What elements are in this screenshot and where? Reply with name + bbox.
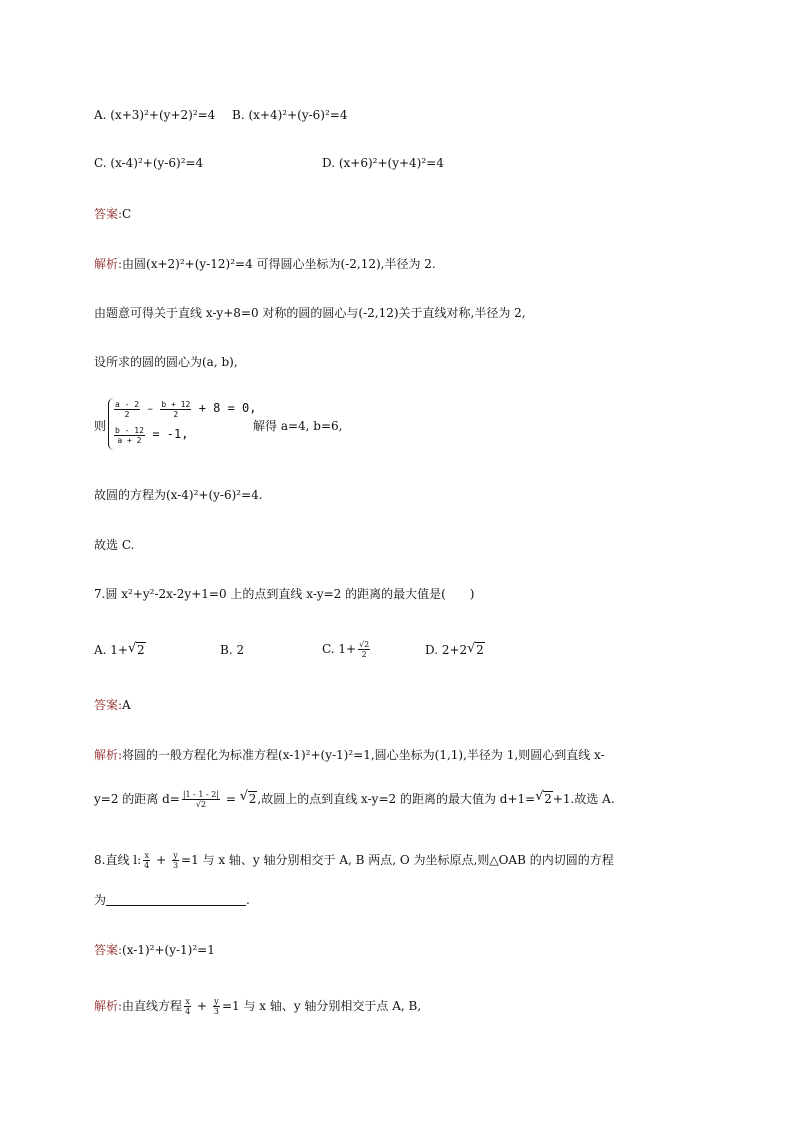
fraction: $\frac{b + 12}{2}$ bbox=[161, 400, 191, 419]
answer-value: A bbox=[122, 698, 131, 712]
answer-blank[interactable] bbox=[106, 893, 246, 906]
q7-answer bbox=[94, 697, 131, 713]
answer-label: 答案: bbox=[94, 698, 123, 712]
fraction: $\frac{√2}{2}$ bbox=[359, 640, 370, 659]
q7-stem: 7.圆 x²+y²-2x-2y+1=0 上的点到直线 x-y=2 的距离的最大值是( ) bbox=[94, 587, 475, 601]
q6-analysis-line-3: 设所求的圆的圆心为(a, b), bbox=[94, 355, 238, 369]
q7-analysis-line-1 bbox=[94, 747, 605, 763]
fraction: $\frac{|1 - 1 - 2|}{√2}$ bbox=[182, 790, 220, 809]
q8-stem-line-2: 为 . bbox=[94, 893, 250, 907]
answer-label: 答案: bbox=[94, 207, 123, 221]
sqrt: √ 2 bbox=[240, 791, 258, 807]
q6-system-prefix: 则 bbox=[94, 419, 107, 433]
q6-option-a: A. (x+3)²+(y+2)²=4 bbox=[94, 108, 216, 122]
fraction: $\frac{y}{3}$ bbox=[172, 851, 179, 870]
q6-option-b: B. (x+4)²+(y-6)²=4 bbox=[232, 108, 348, 122]
analysis-label: 解析: bbox=[94, 257, 123, 271]
analysis-label: 解析: bbox=[94, 999, 123, 1013]
q8-stem-line-1: 8.直线 l: $\frac{x}{4}$ + $\frac{y}{3}$ =1 与 x 轴、y 轴分别相交于 A, B 两点, O 为坐标原点,则△OAB 的内切圆的方程 bbox=[94, 851, 614, 870]
fraction: $\frac{x}{4}$ bbox=[185, 997, 191, 1016]
q6-analysis-line-6: 故选 C. bbox=[94, 538, 135, 552]
fraction: $\frac{a - 2}{2}$ bbox=[115, 400, 140, 419]
q6-analysis-line-5: 故圆的方程为(x-4)²+(y-6)²=4. bbox=[94, 488, 263, 502]
fraction: $\frac{y}{3}$ bbox=[213, 997, 219, 1016]
answer-value: (x-1)²+(y-1)²=1 bbox=[122, 943, 215, 957]
answer-value: C bbox=[122, 207, 132, 221]
sqrt: √ 2 bbox=[467, 643, 485, 657]
fraction: $\frac{b - 12}{a + 2}$ bbox=[115, 426, 144, 445]
q6-answer bbox=[94, 206, 131, 222]
q7-option-a: A. 1+√ 2 bbox=[94, 643, 146, 657]
answer-label: 答案: bbox=[94, 943, 123, 957]
q6-system-suffix: 解得 a=4, b=6, bbox=[253, 419, 343, 433]
q6-option-d: D. (x+6)²+(y+4)²=4 bbox=[322, 156, 444, 170]
analysis-label: 解析: bbox=[94, 748, 123, 762]
fraction: $\frac{x}{4}$ bbox=[144, 851, 150, 870]
q7-analysis-line-2: y=2 的距离 d= $\frac{|1 - 1 - 2|}{√2}$ = √ 2,故圆上的点到直线 x-y=2 的距离的最大值为 d+1=√ 2+1.故选 A. bbox=[94, 790, 615, 809]
q7-option-c: C. 1+ $\frac{√2}{2}$ bbox=[322, 640, 370, 659]
system-equation-1: $\frac{a - 2}{2}$ − $\frac{b + 12}{2}$ + 8 = 0, bbox=[115, 400, 257, 419]
system-equation-2: $\frac{b - 12}{a + 2}$ = -1, bbox=[115, 426, 189, 445]
sqrt: √ 2 bbox=[128, 643, 146, 657]
q8-answer bbox=[94, 942, 215, 958]
analysis-text: 将圆的一般方程化为标准方程(x-1)²+(y-1)²=1,圆心坐标为(1,1),半径为 1,则圆心到直线 x- bbox=[122, 748, 605, 762]
q6-analysis-line-1 bbox=[94, 256, 436, 272]
q8-analysis: 解析:由直线方程 $\frac{x}{4}$ + $\frac{y}{3}$ =1 与 x 轴、y 轴分别相交于点 A, B, bbox=[94, 997, 422, 1016]
analysis-text: 由圆(x+2)²+(y-12)²=4 可得圆心坐标为(-2,12),半径为 2. bbox=[122, 257, 436, 271]
q7-option-b: B. 2 bbox=[220, 643, 245, 657]
sqrt: √ 2 bbox=[535, 791, 553, 807]
q6-analysis-line-2: 由题意可得关于直线 x-y+8=0 对称的圆的圆心与(-2,12)关于直线对称,半径为 2, bbox=[94, 306, 526, 320]
q6-option-c: C. (x-4)²+(y-6)²=4 bbox=[94, 156, 204, 170]
q7-option-d: D. 2+2√ 2 bbox=[425, 643, 485, 657]
